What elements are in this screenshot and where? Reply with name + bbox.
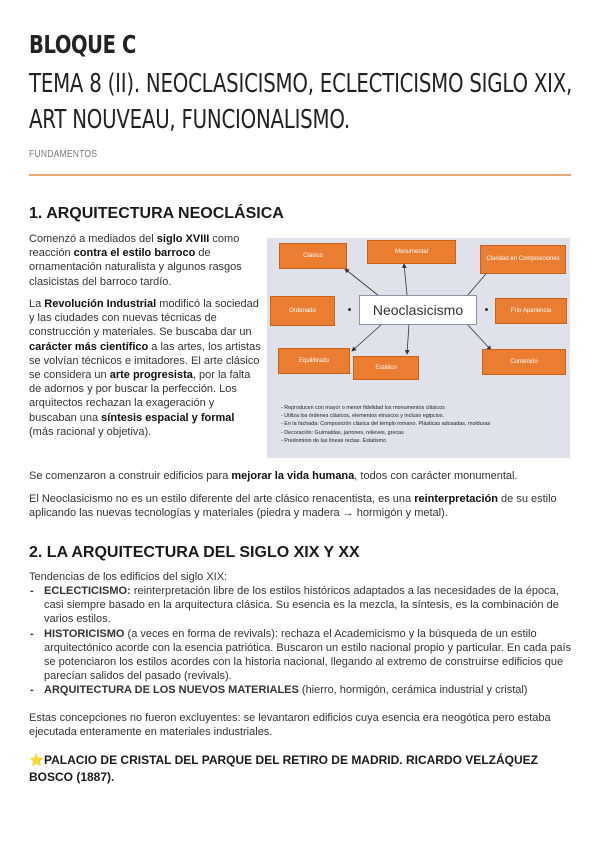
arrow-monumental xyxy=(404,264,407,295)
diagram-dot-right xyxy=(485,308,488,311)
bold-run: Revolución Industrial xyxy=(44,298,157,310)
subtitle-line-2: ART NOUVEAU, FUNCIONALISMO. xyxy=(29,105,350,135)
text-run: modificó la sociedad y las ciudades con nuevas técnicas de construcción y materiales. Se buscaba dar un xyxy=(29,298,259,339)
list-item-title: ARQUITECTURA DE LOS NUEVOS MATERIALES xyxy=(44,684,299,697)
bold-run: contra el estilo barroco xyxy=(73,247,196,260)
arrow-contenido xyxy=(467,324,491,350)
header-divider xyxy=(29,174,571,176)
section1-paragraph-1 xyxy=(29,232,261,289)
diagram-box-clasico: Clásico xyxy=(279,243,347,269)
section2-closing: Estas concepciones no fueron excluyentes: se levantaron edificios cuya esencia era neogótica pero estaba ejecutada enteramente en materiales industriales. xyxy=(29,712,551,739)
diagram-center: Neoclasicismo xyxy=(359,295,477,325)
diagram-note: - Reproducen con mayor o menor fidelidad los monumentos clásicos xyxy=(281,405,445,411)
list-item-title: HISTORICISMO xyxy=(44,627,125,640)
bold-run: reinterpretación xyxy=(414,493,498,505)
arrow-clasico xyxy=(345,269,379,296)
text-run: Se comenzaron a construir edificios para xyxy=(29,470,232,482)
text-run: de ornamentación naturalista y algunos rasgos clasicistas del barroco tardío. xyxy=(29,247,242,288)
diagram-notes xyxy=(281,404,490,445)
page-title: BLOQUE C xyxy=(29,30,136,59)
bold-run: siglo XVIII xyxy=(156,233,210,245)
text-run: , por la falta de adornos y por buscar la perfección. Los arquitectos rechazan la exageración y buscaban una xyxy=(29,369,251,424)
diagram-box-frio: Frío Apariencia xyxy=(495,298,567,324)
diagram-note: - Decoración: Guirnaldas, jarrones, relieves, grecas xyxy=(281,429,404,436)
section2-heading: 2. LA ARQUITECTURA DEL SIGLO XIX Y XX xyxy=(29,544,360,561)
text-run: , todos con carácter monumental. xyxy=(354,470,518,482)
bold-run: mejorar la vida humana xyxy=(231,470,355,482)
tendencies-list xyxy=(29,584,574,698)
diagram-box-estatico: Estático xyxy=(353,356,419,380)
section1-heading: 1. ARQUITECTURA NEOCLÁSICA xyxy=(29,205,284,222)
list-item-text: (a veces en forma de revivals): rechaza el Academicismo y la búsqueda de un estilo arquitectónico acorde con la esencia patriótica. Buscaron un estilo nacional propio y particular. En cada país se potenciaron los estilos acordes con la historia nacional, llegando al extremo de construirse edificios que parecían salidos del pasado (revivals). xyxy=(44,627,572,683)
list-dash: - xyxy=(30,627,34,640)
arrow-equilibrado xyxy=(352,324,382,351)
palacio-heading xyxy=(29,752,574,786)
diagram-note: - Predominio de las líneas rectas. Estatismo xyxy=(281,437,387,444)
subtitle-line-1: TEMA 8 (II). NEOCLASICISMO, ECLECTICISMO SIGLO XIX, xyxy=(29,69,573,99)
text-run: Comenzó a mediados del xyxy=(29,233,157,245)
diagram-dot-left xyxy=(348,308,351,311)
diagram-box-equilibrado: Equilibrado xyxy=(278,348,350,374)
neoclassicism-diagram xyxy=(267,238,570,458)
diagram-box-monumental: Monumental xyxy=(367,240,456,264)
list-dash: - xyxy=(30,585,34,597)
list-item-title: ECLECTICISMO: xyxy=(44,585,131,597)
list-dash: - xyxy=(30,684,34,697)
text-run: como reacción xyxy=(29,233,240,260)
text-run: de su estilo aplicando las nuevas tecnologías y materiales (piedra y madera → hormigón y metal). xyxy=(29,493,557,520)
star-icon: ⭐ xyxy=(29,753,44,767)
list-item-text: reinterpretación libre de los estilos históricos adaptados a las necesidades de la época, casi siempre basado en la arquitectura clásica. Su esencia es la mezcla, la síntesis, es la combinación de varios estilos. xyxy=(44,585,559,626)
diagram-box-ordenado: Ordenado xyxy=(270,296,335,326)
diagram-box-claridad: Claridad en Composiciones xyxy=(480,245,566,274)
diagram-box-contenido: Contenido xyxy=(482,349,566,375)
bold-run: carácter más científico xyxy=(29,340,149,353)
text-run: El Neoclasicismo no es un estilo diferente del arte clásico renacentista, es una xyxy=(29,493,415,505)
arrow-estatico xyxy=(407,324,409,354)
bold-run: síntesis espacial y formal xyxy=(101,411,235,424)
palacio-title: PALACIO DE CRISTAL DEL PARQUE DEL RETIRO DE MADRID. RICARDO VELZÁQUEZ BOSCO (1887). xyxy=(29,753,538,784)
list-item-text: (hierro, hormigón, cerámica industrial y cristal) xyxy=(298,684,528,697)
text-run: a las artes, los artistas se volvían técnicos e imitadores. El arte clásico se considera un xyxy=(29,340,261,382)
text-run: La xyxy=(29,298,45,310)
section1-paragraph-4 xyxy=(29,492,574,520)
diagram-note: - En la fachada: Composición clásica del templo romano. Plásticas adosadas, molduras xyxy=(281,421,491,428)
list-item xyxy=(29,683,574,697)
section-label: FUNDAMENTOS xyxy=(29,149,98,160)
section2-intro: Tendencias de los edificios del siglo XIX: xyxy=(29,571,228,583)
diagram-note: - Utiliza los órdenes clásicos, elementos etruscos y incluso egipcios. xyxy=(281,413,444,420)
section1-paragraph-3 xyxy=(29,469,574,483)
section1-paragraph-2 xyxy=(29,297,261,439)
bold-run: arte progresista xyxy=(109,369,193,382)
list-item xyxy=(29,584,574,627)
page-subtitle xyxy=(29,66,572,138)
list-item xyxy=(29,627,574,684)
text-run: (más racional y objetiva). xyxy=(29,425,152,438)
